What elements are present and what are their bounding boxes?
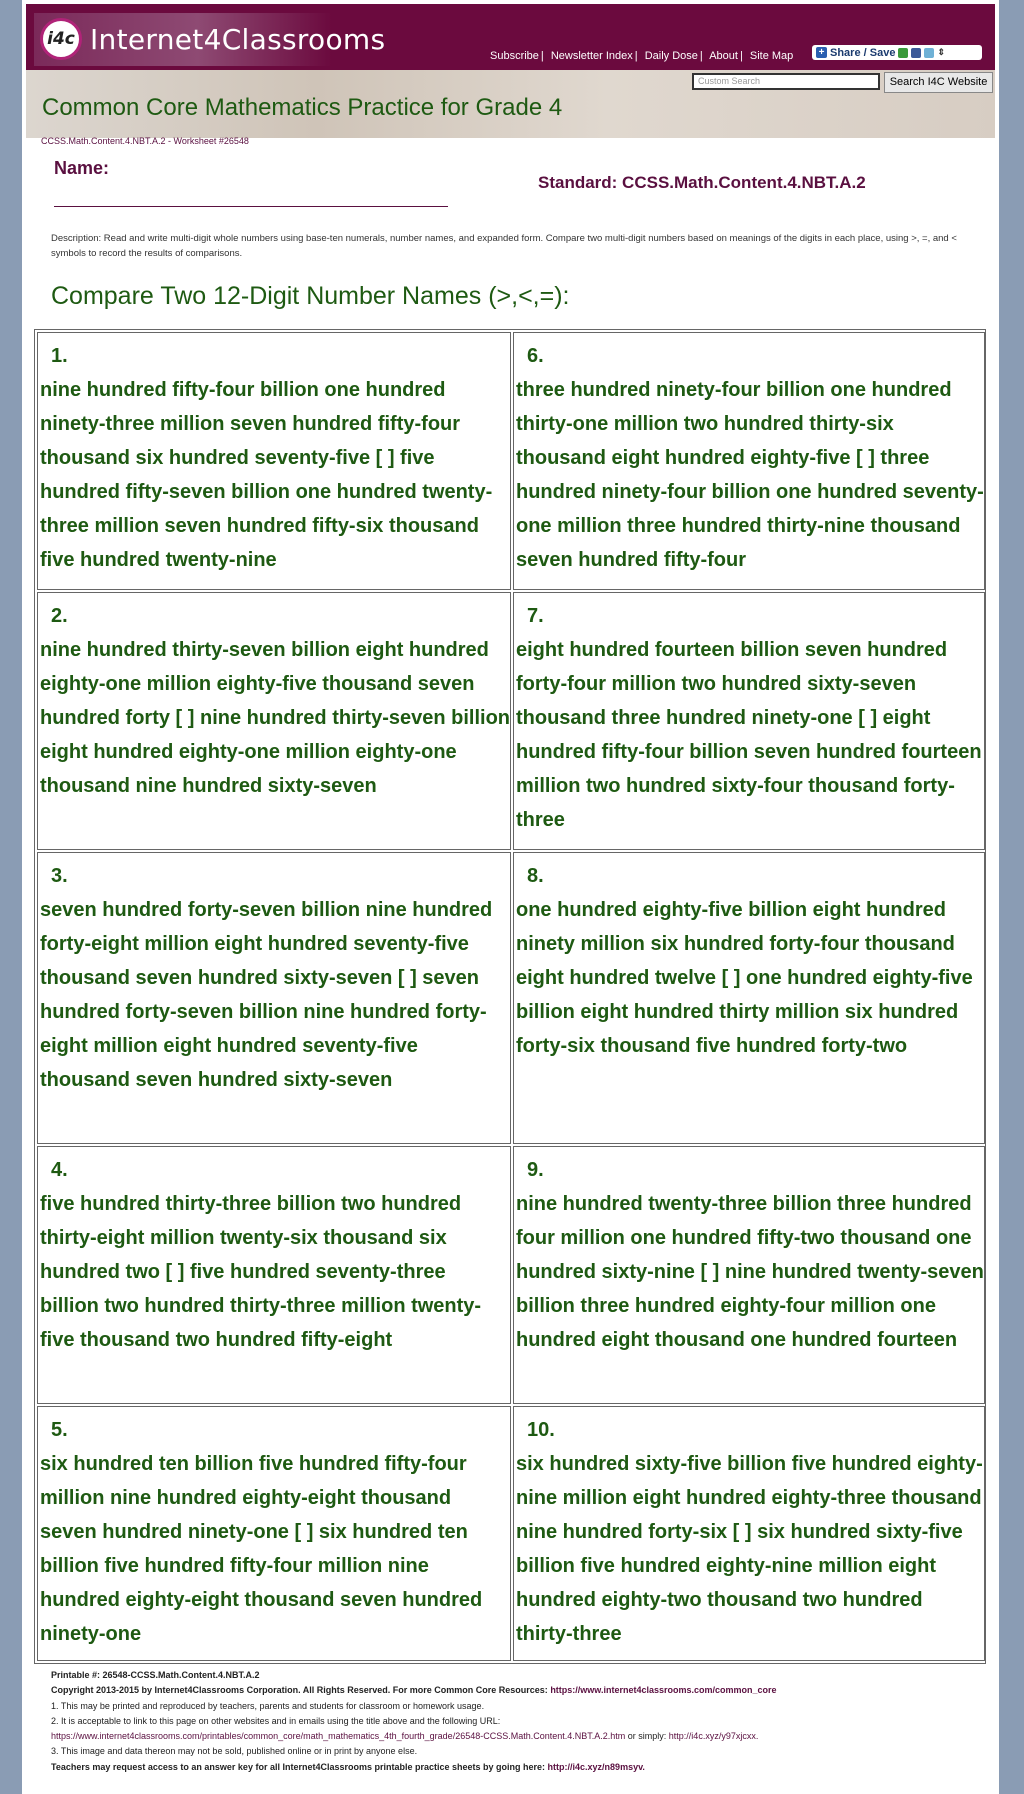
nav-site-map[interactable]: Site Map bbox=[749, 50, 794, 62]
problem-text: eight hundred fourteen billion seven hundred forty-four million two hundred sixty-seven thousand three hundred ninety-one [ ] eight hundred fifty-four billion seven hundred fourteen million two hundred sixty-four thousand forty-three bbox=[516, 639, 982, 831]
problem-text: six hundred ten billion five hundred fifty-four million nine hundred eighty-eight thousand seven hundred ninety-one [ ] six hundred ten billion five hundred fifty-four million nine hundred eighty-eight thousand seven hundred ninety-one bbox=[40, 1453, 483, 1645]
short-url-link[interactable]: http://i4c.xyz/y97xjcxx. bbox=[668, 1731, 759, 1742]
page-title: Common Core Mathematics Practice for Grade 4 bbox=[42, 94, 563, 121]
problem-text: seven hundred forty-seven billion nine hundred forty-eight million eight hundred seventy-five thousand seven hundred sixty-seven [ ] seven hundred forty-seven billion nine hundred forty-eight million eight hundred seventy-five thousand seven hundred sixty-seven bbox=[40, 899, 493, 1091]
answer-key-link[interactable]: http://i4c.xyz/n89msyv. bbox=[547, 1761, 645, 1772]
section-heading: Compare Two 12-Digit Number Names (>,<,=): bbox=[51, 282, 570, 310]
search-button[interactable]: Search I4C Website bbox=[884, 72, 993, 93]
worksheet-id: CCSS.Math.Content.4.NBT.A.2 - Worksheet #26548 bbox=[41, 136, 249, 146]
nav-newsletter-index[interactable]: Newsletter Index bbox=[550, 50, 633, 62]
problem-cell bbox=[37, 852, 511, 1144]
note-2-urls bbox=[51, 1729, 991, 1744]
problem-text: six hundred sixty-five billion five hundred eighty-nine million eight hundred eighty-three thousand nine hundred forty-six [ ] six hundred sixty-five billion five hundred eighty-nine million eight hundred eighty-two thousand two hundred thirty-three bbox=[516, 1453, 983, 1645]
nav-subscribe[interactable]: Subscribe bbox=[490, 50, 539, 62]
footer bbox=[51, 1668, 991, 1775]
problem-cell bbox=[37, 592, 511, 850]
logo-text: Internet4Classrooms bbox=[90, 23, 386, 56]
problem-text: nine hundred twenty-three billion three hundred four million one hundred fifty-two thousand one hundred sixty-nine [ ] nine hundred twenty-seven billion three hundred eighty-four million one hundred eight thousand one hundred fourteen bbox=[516, 1193, 984, 1351]
site-header bbox=[26, 4, 995, 70]
problem-number: 3. bbox=[51, 865, 68, 887]
i4c-logo-icon: i4c bbox=[40, 18, 82, 60]
copyright bbox=[51, 1683, 991, 1698]
printable-number: Printable #: 26548-CCSS.Math.Content.4.NBT.A.2 bbox=[51, 1670, 260, 1680]
problem-text: nine hundred fifty-four billion one hundred ninety-three million seven hundred fifty-four thousand six hundred seventy-five [ ] five hundred fifty-seven billion one hundred twenty-three million seven hundred fifty-six thousand five hundred twenty-nine bbox=[40, 379, 493, 571]
nav-daily-dose[interactable]: Daily Dose bbox=[644, 50, 698, 62]
name-label: Name: bbox=[54, 158, 110, 178]
note-2: 2. It is acceptable to link to this page on other websites and in emails using the title above and the following URL: bbox=[51, 1715, 501, 1726]
site-logo[interactable] bbox=[34, 13, 386, 66]
top-nav: Subscribe | Newsletter Index | Daily Dose | About | Site Map bbox=[490, 50, 794, 62]
search-input[interactable]: Custom Search bbox=[692, 73, 880, 90]
problem-cell bbox=[513, 852, 985, 1144]
problem-cell bbox=[37, 332, 511, 590]
problem-number: 4. bbox=[51, 1159, 68, 1181]
problem-text: three hundred ninety-four billion one hundred thirty-one million two hundred thirty-six thousand eight hundred eighty-five [ ] three hundred ninety-four billion one hundred seventy-one million three hundred thirty-nine thousand seven hundred fifty-four bbox=[516, 379, 984, 571]
expand-icon: ⇕ bbox=[937, 47, 945, 57]
problem-cell bbox=[37, 1146, 511, 1404]
problem-number: 8. bbox=[527, 865, 544, 887]
description: Description: Read and write multi-digit whole numbers using base-ten numerals, number names, and expanded form. Compare two multi-digit numbers based on meanings of the digits in each place, using >, =, and < symbols to record the results of comparisons. bbox=[51, 233, 957, 259]
problem-number: 7. bbox=[527, 605, 544, 627]
problem-grid bbox=[34, 329, 986, 1664]
problem-cell bbox=[37, 1406, 511, 1661]
nav-about[interactable]: About bbox=[709, 50, 738, 62]
problem-cell bbox=[513, 1406, 985, 1661]
problem-number: 9. bbox=[527, 1159, 544, 1181]
page bbox=[22, 0, 999, 1794]
name-line bbox=[54, 206, 448, 207]
standard-label: Standard: CCSS.Math.Content.4.NBT.A.2 bbox=[538, 173, 866, 192]
page-url-link[interactable]: https://www.internet4classrooms.com/printables/common_core/math_mathematics_4th_fourth_grade/26548-CCSS.Math.Content.4.NBT.A.2.htm bbox=[51, 1731, 626, 1742]
note-3: 3. This image and data thereon may not be sold, published online or in print by anyone else. bbox=[51, 1746, 418, 1757]
problem-number: 1. bbox=[51, 345, 68, 367]
facebook-icon bbox=[911, 48, 921, 58]
problem-text: five hundred thirty-three billion two hundred thirty-eight million twenty-six thousand six hundred two [ ] five hundred seventy-three billion two hundred thirty-three million twenty-five thousand two hundred fifty-eight bbox=[40, 1193, 482, 1351]
copyright-text: Copyright 2013-2015 by Internet4Classrooms Corporation. All Rights Reserved. For more Common Core Resources: bbox=[51, 1685, 548, 1696]
twitter-icon bbox=[924, 48, 934, 58]
problem-text: one hundred eighty-five billion eight hundred ninety million six hundred forty-four thousand eight hundred twelve [ ] one hundred eighty-five billion eight hundred thirty million six hundred forty-six thousand five hundred forty-two bbox=[516, 899, 973, 1057]
or-text: or simply: bbox=[625, 1731, 669, 1742]
problem-cell bbox=[513, 332, 985, 590]
problem-number: 2. bbox=[51, 605, 68, 627]
problem-cell bbox=[513, 1146, 985, 1404]
note-1: 1. This may be printed and reproduced by teachers, parents and students for classroom or homework usage. bbox=[51, 1700, 485, 1711]
title-banner bbox=[26, 70, 995, 138]
share-save-button[interactable] bbox=[812, 45, 982, 60]
share-label: Share / Save bbox=[830, 46, 896, 59]
share-icon bbox=[898, 48, 908, 58]
share-plus-icon: + bbox=[816, 47, 827, 58]
problem-number: 10. bbox=[527, 1419, 555, 1441]
problem-number: 5. bbox=[51, 1419, 68, 1441]
problem-cell bbox=[513, 592, 985, 850]
common-core-link[interactable]: https://www.internet4classrooms.com/common_core bbox=[550, 1685, 777, 1696]
answer-key-text: Teachers may request access to an answer key for all Internet4Classrooms printable practice sheets by going here: bbox=[51, 1761, 546, 1772]
problem-text: nine hundred thirty-seven billion eight hundred eighty-one million eighty-five thousand seven hundred forty [ ] nine hundred thirty-seven billion eight hundred eighty-one million eighty-one thousand nine hundred sixty-seven bbox=[40, 639, 510, 797]
answer-key-note bbox=[51, 1760, 991, 1775]
problem-number: 6. bbox=[527, 345, 544, 367]
